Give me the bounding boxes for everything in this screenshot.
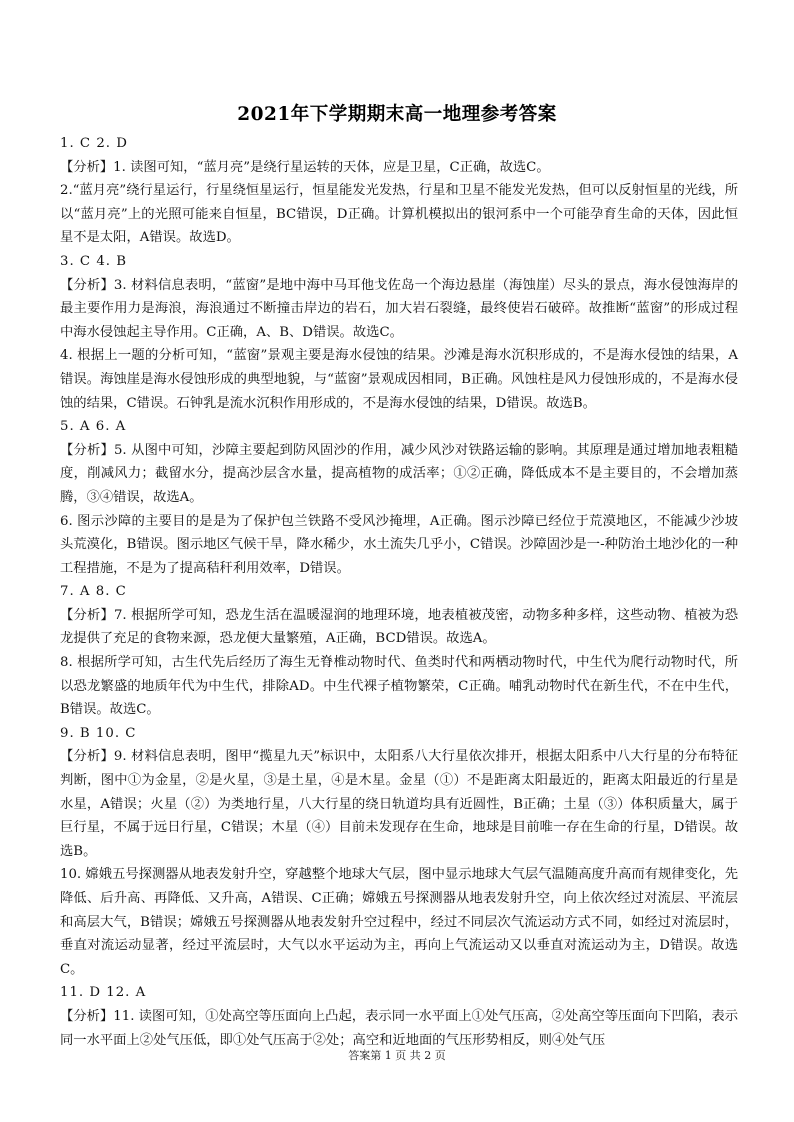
analysis-paragraph: 【分析】3. 材料信息表明，“蓝窗”是地中海中马耳他戈佐岛一个海边悬崖（海蚀崖）尽头的景点，海水侵蚀海岸的最主要作用力是海浪，海浪通过不断撞击岸边的岩石，加大岩石裂缝，最终使岩石破碎。故推断“蓝窗”的形成过程中海水侵蚀起主导作用。C正确，A、B、D错误。故选C。 [60,277,738,340]
analysis-paragraph: 2.“蓝月亮”绕行星运行，行星绕恒星运行，恒星能发光发热，行星和卫星不能发光发热，但可以反射恒星的光线，所以“蓝月亮”上的光照可能来自恒星，BC错误，D正确。计算机模拟出的银河系中一个可能孕育生命的天体，因此恒星不是太阳，A错误。故选D。 [60,183,738,246]
answer-line-3-4: 3. C 4. B [60,253,127,269]
answer-line-11-12: 11. D 12. A [60,985,147,1001]
analysis-paragraph: 4. 根据上一题的分析可知，“蓝窗”景观主要是海水侵蚀的结果。沙滩是海水沉积形成的，不是海水侵蚀的结果，A错误。海蚀崖是海水侵蚀形成的典型地貌，与“蓝窗”景观成因相同，B正确。风蚀柱是风力侵蚀形成的，不是海水侵蚀的结果，C错误。石钟乳是流水沉积作用形成的，不是海水侵蚀的结果，D错误。故选B。 [60,348,738,411]
analysis-paragraph: 【分析】9. 材料信息表明，图甲“揽星九天”标识中，太阳系八大行星依次排开，根据太阳系中八大行星的分布特征判断，图中①为金星，②是火星，③是土星，④是木星。金星（①）不是距离太阳最近的，距离太阳最近的行星是水星，A错误；火星（②）为类地行星，八大行星的绕日轨道均具有近圆性，B正确；土星（③）体积质量大，属于巨行星，不属于远日行星，C错误；木星（④）目前未发现存在生命，地球是目前唯一存在生命的行星，D错误。故选B。 [60,749,738,859]
analysis-paragraph: 6. 图示沙障的主要目的是是为了保护包兰铁路不受风沙掩埋，A正确。图示沙障已经位于荒漠地区，不能减少沙坡头荒漠化，B错误。图示地区气候干旱，降水稀少，水土流失几乎小，C错误。沙障固沙是一-种防治土地沙化的一种工程措施，不是为了提高秸秆利用效率，D错误。 [60,513,738,576]
analysis-paragraph: 【分析】7. 根据所学可知，恐龙生活在温暖湿润的地理环境，地表植被茂密，动物多种多样，这些动物、植被为恐龙提供了充足的食物来源，恐龙便大量繁殖，A正确，BCD错误。故选A。 [60,607,738,647]
analysis-paragraph: 【分析】1. 读图可知，“蓝月亮”是绕行星运转的天体，应是卫星，C正确，故选C。 [60,159,550,175]
answer-content [60,132,738,1052]
answer-line-9-10: 9. B 10. C [60,725,137,741]
analysis-paragraph: 【分析】5. 从图中可知，沙障主要起到防风固沙的作用，减少风沙对铁路运输的影响。其原理是通过增加地表粗糙度，削减风力；截留水分，提高沙层含水量，提高植物的成活率；①②正确，降低成本不是主要目的，不会增加蒸腾，③④错误，故选A。 [60,442,738,505]
page-footer: 答案第 1 页 共 2 页 [348,1049,446,1062]
analysis-paragraph: 8. 根据所学可知，古生代先后经历了海生无脊椎动物时代、鱼类时代和两栖动物时代，中生代为爬行动物时代，所以恐龙繁盛的地质年代为中生代，排除AD。中生代裸子植物繁荣，C正确。哺乳动物时代在新生代，不在中生代，B错误。故选C。 [60,655,738,718]
answer-line-1-2: 1. C 2. D [60,136,128,151]
document-title: 2021年下学期期末高一地理参考答案 [237,104,557,125]
analysis-paragraph: 10. 嫦娥五号探测器从地表发射升空，穿越整个地球大气层，图中显示地球大气层气温随高度升高而有规律变化，先降低、后升高、再降低、又升高，A错误、C正确；嫦娥五号探测器从地表发射升空，向上依次经过对流层、平流层和高层大气，B错误；嫦娥五号探测器从地表发射升空过程中，经过不同层次气流运动方式不同，如经过对流层时，垂直对流运动显著，经过平流层时，大气以水平运动为主，再向上气流运动又以垂直对流运动为主，D错误。故选C。 [60,867,738,977]
answer-line-5-6: 5. A 6. A [60,419,127,435]
answer-line-7-8: 7. A 8. C [60,584,127,600]
analysis-paragraph: 【分析】11. 读图可知，①处高空等压面向上凸起，表示同一水平面上①处气压高，②处高空等压面向下凹陷，表示同一水平面上②处气压低，即①处气压高于②处；高空和近地面的气压形势相反，则④处气压 [60,1008,738,1048]
